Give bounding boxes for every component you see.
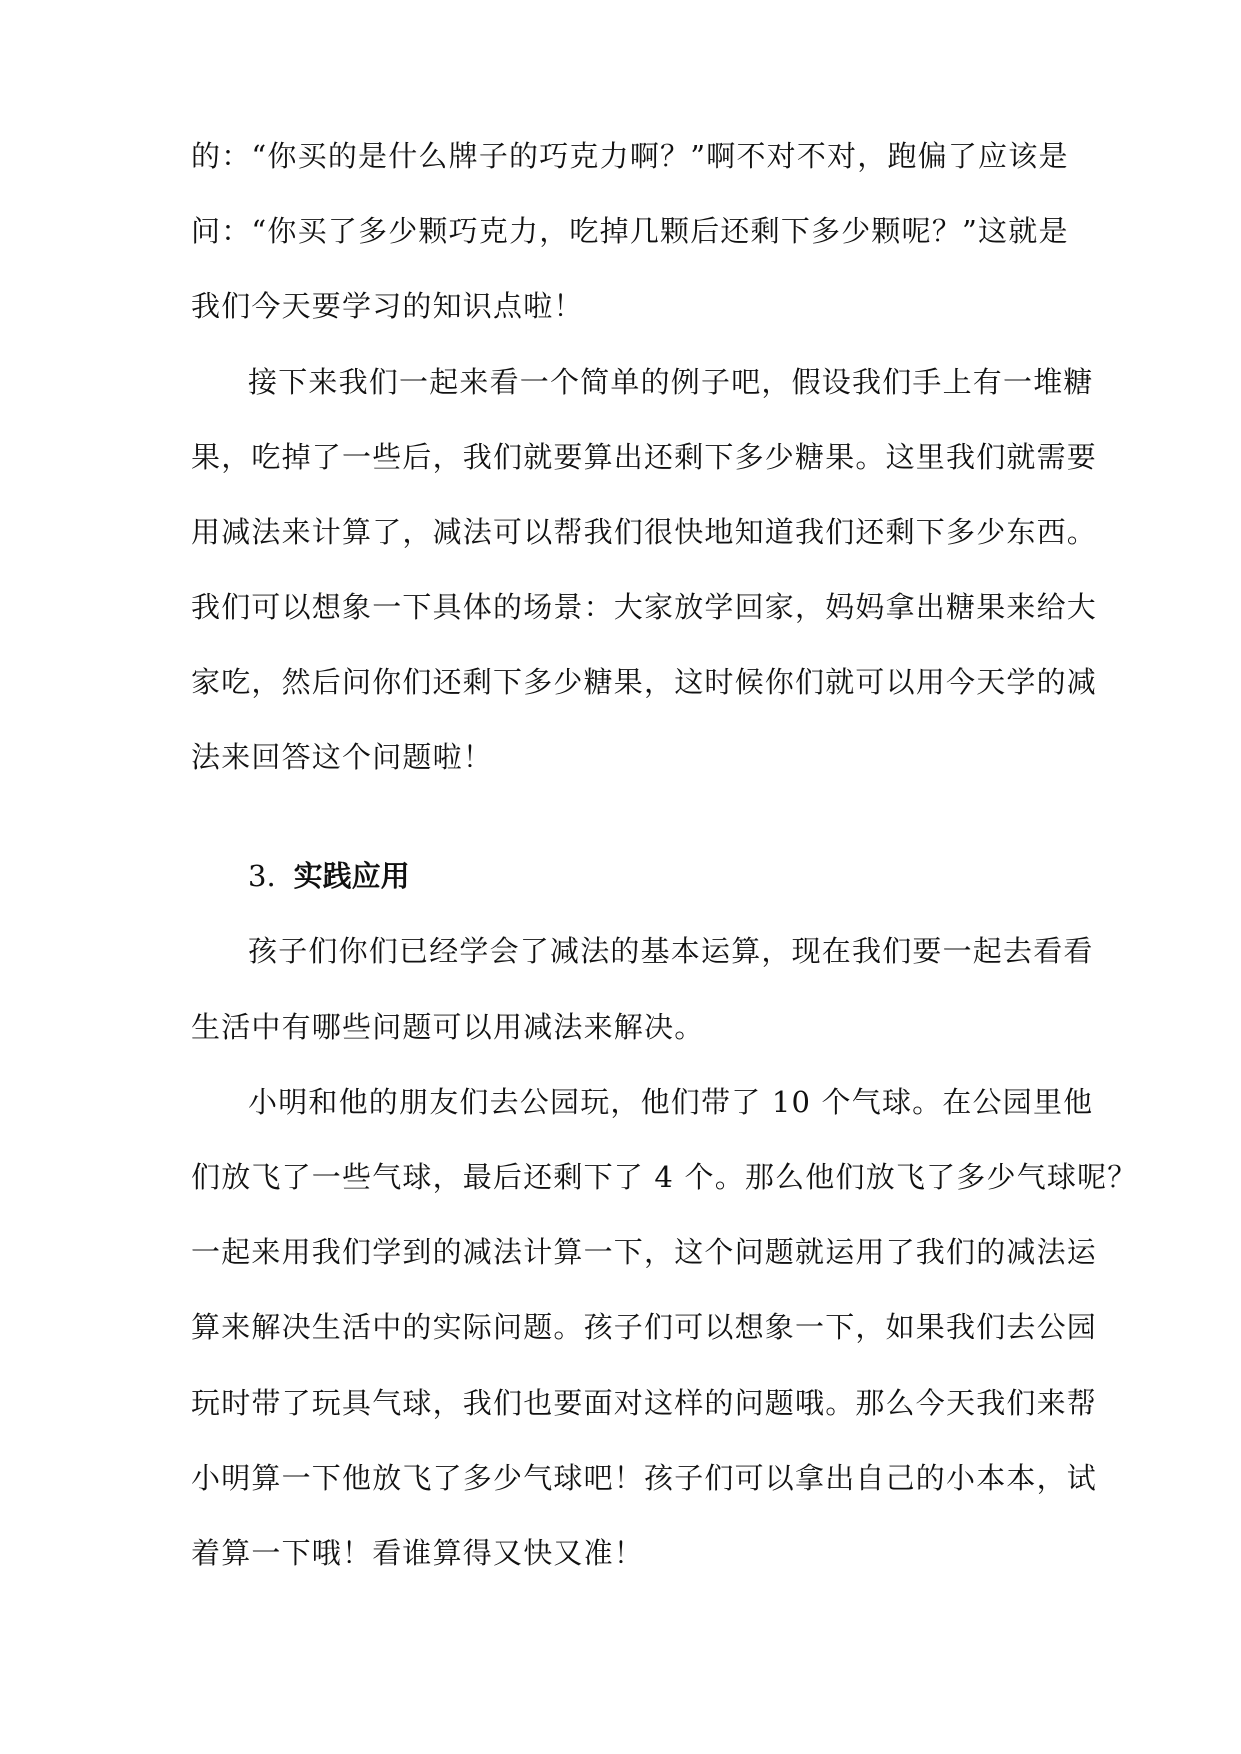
paragraph-1-line-2: 问：“你买了多少颗巧克力，吃掉几颗后还剩下多少颗呢？”这就是: [191, 214, 1069, 248]
paragraph-2-line-4: 我们可以想象一下具体的场景：大家放学回家，妈妈拿出糖果来给大: [191, 590, 1098, 624]
paragraph-4-line-3: 一起来用我们学到的减法计算一下，这个问题就运用了我们的减法运: [191, 1235, 1098, 1269]
paragraph-2-line-2: 果，吃掉了一些后，我们就要算出还剩下多少糖果。这里我们就需要: [191, 440, 1098, 474]
paragraph-4-line-1: 小明和他的朋友们去公园玩，他们带了 10 个气球。在公园里他: [248, 1085, 1094, 1119]
paragraph-1-line-1: 的：“你买的是什么牌子的巧克力啊？”啊不对不对，跑偏了应该是: [191, 139, 1069, 173]
paragraph-4-line-7: 着算一下哦！看谁算得又快又准！: [191, 1536, 645, 1570]
paragraph-4-line-5: 玩时带了玩具气球，我们也要面对这样的问题哦。那么今天我们来帮: [191, 1386, 1098, 1420]
paragraph-2-line-1: 接下来我们一起来看一个简单的例子吧，假设我们手上有一堆糖: [248, 365, 1094, 399]
section-heading: [248, 856, 410, 896]
paragraph-2-line-3: 用减法来计算了，减法可以帮我们很快地知道我们还剩下多少东西。: [191, 515, 1098, 549]
paragraph-3-line-1: 孩子们你们已经学会了减法的基本运算，现在我们要一起去看看: [248, 934, 1094, 968]
paragraph-4-line-4: 算来解决生活中的实际问题。孩子们可以想象一下，如果我们去公园: [191, 1310, 1098, 1344]
paragraph-1-line-3: 我们今天要学习的知识点啦！: [191, 289, 584, 323]
paragraph-2-line-5: 家吃，然后问你们还剩下多少糖果，这时候你们就可以用今天学的减: [191, 665, 1098, 699]
section-title: 实践应用: [293, 859, 410, 893]
paragraph-4-line-2: 们放飞了一些气球，最后还剩下了 4 个。那么他们放飞了多少气球呢？: [191, 1160, 1138, 1194]
paragraph-3-line-2: 生活中有哪些问题可以用减法来解决。: [191, 1010, 705, 1044]
section-number: 3.: [248, 859, 276, 893]
paragraph-4-line-6: 小明算一下他放飞了多少气球吧！孩子们可以拿出自己的小本本，试: [191, 1461, 1098, 1495]
paragraph-2-line-6: 法来回答这个问题啦！: [191, 740, 494, 774]
